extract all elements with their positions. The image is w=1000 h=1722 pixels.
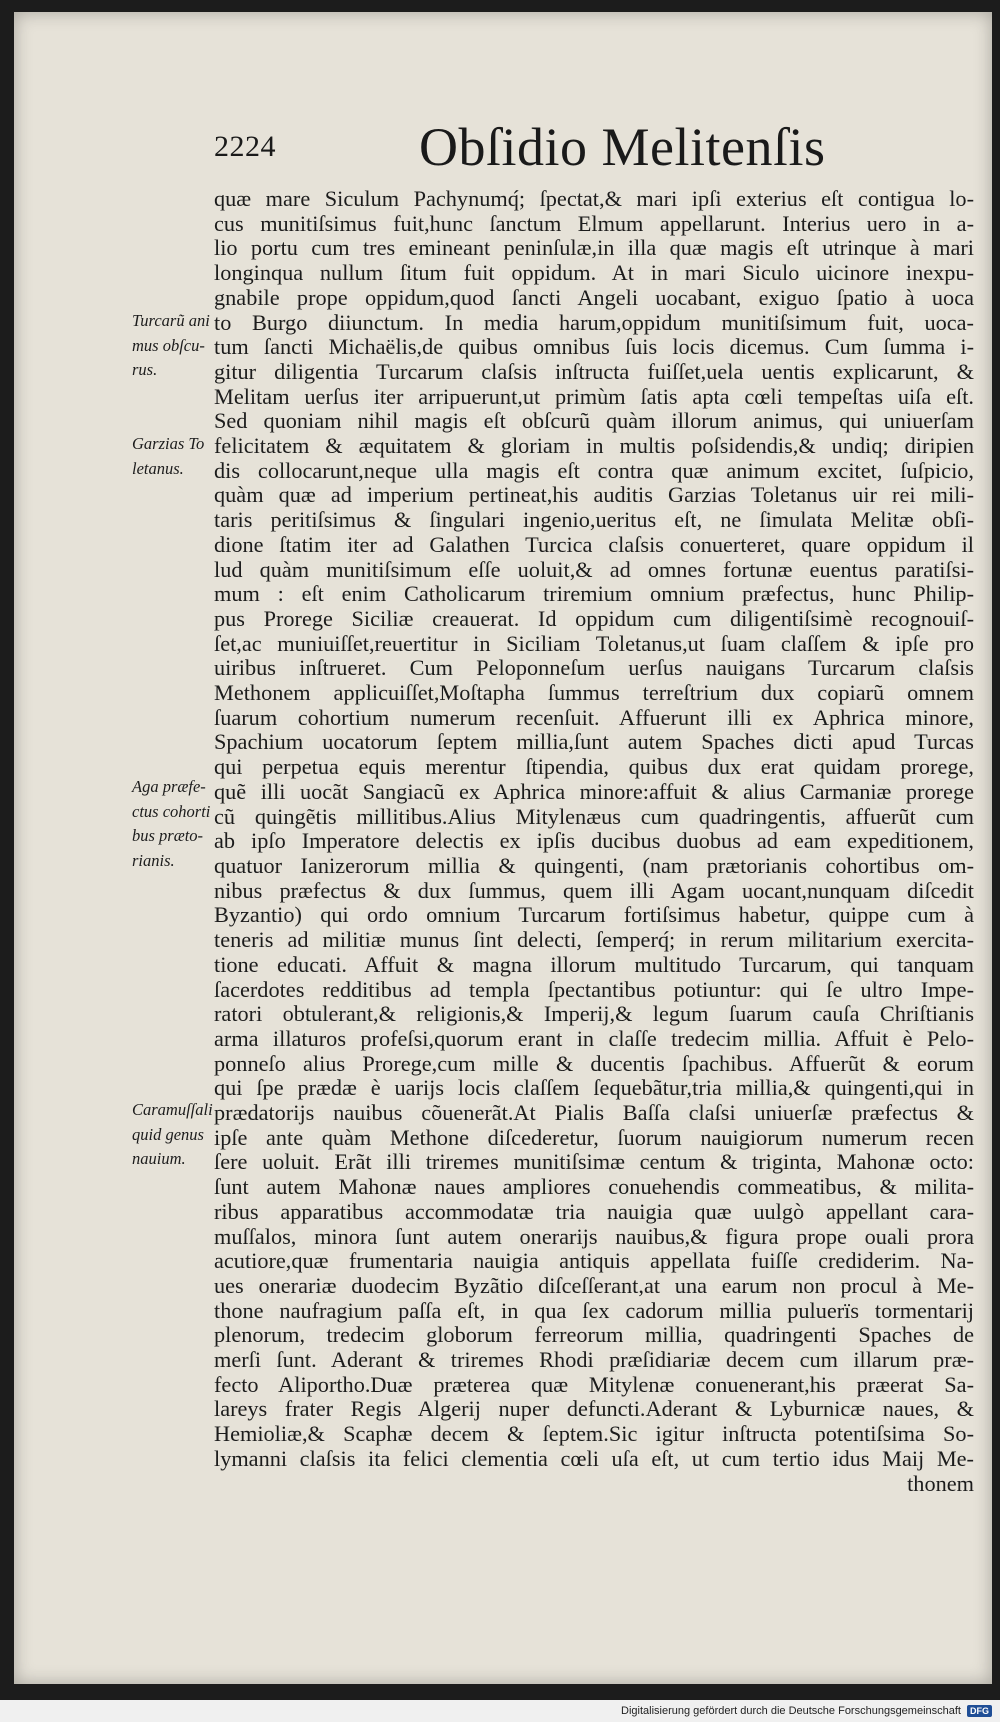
text-line: prædatorijs nauibus cõuenerãt.At Pialis Baſſa claſsi uniuerſæ præfectus & [214, 1100, 974, 1126]
text-line: muſſalos, minora ſunt autem onerarijs nauibus,& figura prope ouali prora [214, 1223, 974, 1249]
dfg-logo: DFG [967, 1705, 992, 1717]
text-line: thonem [907, 1470, 974, 1496]
funding-credit: Digitalisierung gefördert durch die Deutsche Forschungsgemeinschaft [621, 1705, 961, 1717]
text-line: ſuarum cohortium numerum recenſuit. Affuerunt illi ex Aphrica minore, [214, 704, 974, 730]
text-line: tione educati. Affuit & magna illorum multitudo Turcarum, qui tanquam [214, 951, 974, 977]
text-line: arma illaturos profeſsi,quorum erant in claſſe tredecim millia. Affuit è Pelo- [214, 1025, 974, 1051]
book-page [14, 12, 992, 1684]
text-line: gitur diligentia Turcarum claſsis inſtructa fuiſſet,uela uentis explicarunt, & [214, 358, 974, 384]
marginal-note-turcarum: Turcarũ ani mus obſcu- rus. [132, 311, 210, 380]
text-line: cũ quingẽtis millitibus.Alius Mitylenæus cum quadringentis, affuerũt cum [214, 803, 974, 829]
text-line: lymanni claſsis ita felici clementia cœli uſa eſt, ut cum tertio idus Maij Me- [214, 1445, 974, 1471]
text-line: plenorum, tredecim globorum ferreorum millia, quadringenti Spaches de [214, 1322, 974, 1348]
text-line: quatuor Ianizerorum millia & quingenti, (nam prætorianis cohortibus om- [214, 852, 974, 878]
marginal-note-garzias: Garzias To letanus. [132, 434, 205, 478]
body-text [214, 187, 974, 1496]
text-line: ſunt autem Mahonæ naues ampliores conuehendis commeatibus, & milita- [214, 1174, 974, 1200]
text-line: ponneſo alius Prorege,cum mille & ducentis ſpachibus. Affuerũt & eorum [214, 1050, 974, 1076]
text-line: dione ſtatim iter ad Galathen Turcica claſsis conuerteret, quare oppidum il [214, 531, 974, 557]
text-line: gnabile prope oppidum,quod ſancti Angeli uocabant, exiguo ſpatio à uoca [214, 284, 974, 310]
text-line: Hemioliæ,& Scaphæ decem & ſeptem.Sic igitur inſtructa potentiſsima So- [214, 1421, 974, 1447]
text-line: ſet,ac muniuiſſet,reuertitur in Siciliam Toletanus,ut ſuam claſſem & ipſe pro [214, 630, 974, 656]
text-line: dis collocarunt,neque ulla magis eſt contra quæ animum excitet, ſuſpicio, [214, 457, 974, 483]
text-line: qui perpetua equis merentur ſtipendia, quibus dux erat quidam prorege, [214, 754, 974, 780]
text-line: uiribus inſtrueret. Cum Peloponneſum uerſus nauigans Turcarum claſsis [214, 655, 974, 681]
text-line: cus munitiſsimus fuit,hunc ſanctum Elmum appellarunt. Interius uero in a- [214, 210, 974, 236]
text-line: teneris ad militiæ munus ſint delecti, ſemperq́; in rerum militarium exercita- [214, 927, 974, 953]
text-line: Spachium uocatorum ſeptem millia,ſunt autem Spaches dicti apud Turcas [214, 729, 974, 755]
text-line: merſi ſunt. Aderant & triremes Rhodi præſidiariæ decem cum illarum præ- [214, 1347, 974, 1373]
text-line: quæ mare Siculum Pachynumq́; ſpectat,& mari ipſi exterius eſt contigua lo- [214, 186, 974, 211]
text-line: thone naufragium paſſa eſt, in qua ſex cadorum millia puluerïs tormentarij [214, 1297, 974, 1323]
running-title: Obſidio Melitenſis [419, 117, 826, 177]
text-line: ſacerdotes redditibus ad templa ſpectantibus potiuntur: qui ſe ultro Impe- [214, 976, 974, 1002]
text-line: qui ſpe prædæ è uarijs locis claſſem ſequebãtur,tria millia,& quingenti,qui in [214, 1075, 974, 1101]
marginal-note-aga: Aga præfe- ctus cohorti bus præto- rianis. [132, 777, 211, 871]
text-line: nibus præfectus & dux ſummus, quem illi Agam uocant,nunquam diſcedit [214, 877, 974, 903]
text-line: ratori obtulerant,& religionis,& Imperij,& legum ſuarum cauſa Chriſtianis [214, 1001, 974, 1027]
text-line: ſere uoluit. Erãt illi triremes munitiſsimæ centum & triginta, Mahonæ octo: [214, 1149, 974, 1175]
text-line: Sed quoniam nihil magis eſt obſcurũ quàm illorum animus, qui uniuerſam [214, 408, 974, 434]
text-line: mum : eſt enim Catholicarum triremium omnium præfectus, hunc Philip- [214, 581, 974, 607]
text-line: longinqua nullum ſitum fuit oppidum. At in mari Siculo uicinore inexpu- [214, 260, 974, 286]
text-line: lud quàm munitiſsimum eſſe uoluit,& ad omnes fortunæ euentus paratiſsi- [214, 556, 974, 582]
text-line: ues onerariæ duodecim Byzãtio diſceſſerant,at una earum non procul à Me- [214, 1272, 974, 1298]
text-line: quàm quæ ad imperium pertineat,his auditis Garzias Toletanus uir rei mili- [214, 482, 974, 508]
page-number: 2224 [214, 130, 276, 163]
text-line: pus Prorege Siciliæ creauerat. Id oppidum cum diligentiſsimè recognouiſ- [214, 605, 974, 631]
text-line: ipſe ante quàm Methone diſcederetur, ſuorum nauigiorum numerum recen [214, 1124, 974, 1150]
text-line: ribus apparatibus accommodatæ tria nauigia quæ uulgò appellant cara- [214, 1198, 974, 1224]
text-line: to Burgo diiunctum. In media harum,oppidum munitiſsimum fuit, uoca- [214, 309, 974, 335]
text-line: Methonem applicuiſſet,Moſtapha ſummus terreſtrium dux copiarũ omnem [214, 680, 974, 706]
marginal-note-caramussali: Caramuſſali quid genus nauium. [132, 1100, 213, 1169]
text-line: taris peritiſsimus & ſingulari ingenio,ueritus eſt, ne ſimulata Melitæ obſi- [214, 507, 974, 533]
text-line: lio portu cum tres emineant peninſulæ,in illa quæ magis eſt utrinque à mari [214, 235, 974, 261]
text-line: felicitatem & æquitatem & gloriam in multis poſsidendis,& undiq; diripien [214, 433, 974, 459]
text-line: fecto Aliportho.Duæ præterea quæ Mitylenæ conuenerant,his præerat Sa- [214, 1371, 974, 1397]
text-line: lareys frater Regis Algerij nuper defuncti.Aderant & Lyburnicæ naues, & [214, 1396, 974, 1422]
text-line: tum ſancti Michaëlis,de quibus omnibus ſuis locis dicemus. Cum ſumma i- [214, 334, 974, 360]
text-line: ab ipſo Imperatore delectis ex ipſis ducibus duobus ad eam expeditionem, [214, 828, 974, 854]
text-line: quẽ illi uocãt Sangiacũ ex Aphrica minore:affuit & alius Carmaniæ prorege [214, 778, 974, 804]
text-line: Melitam uerſus iter arripuerunt,ut primùm ſatis apta cœli tempeſtas uiſa eſt. [214, 383, 974, 409]
digitization-footer [0, 1700, 1000, 1722]
text-line: acutiore,quæ frumentaria nauigia antiquis appellata fuiſſe crediderim. Na- [214, 1248, 974, 1274]
text-line: Byzantio) qui ordo omnium Turcarum fortiſsimus habetur, quippe cum à [214, 902, 974, 928]
